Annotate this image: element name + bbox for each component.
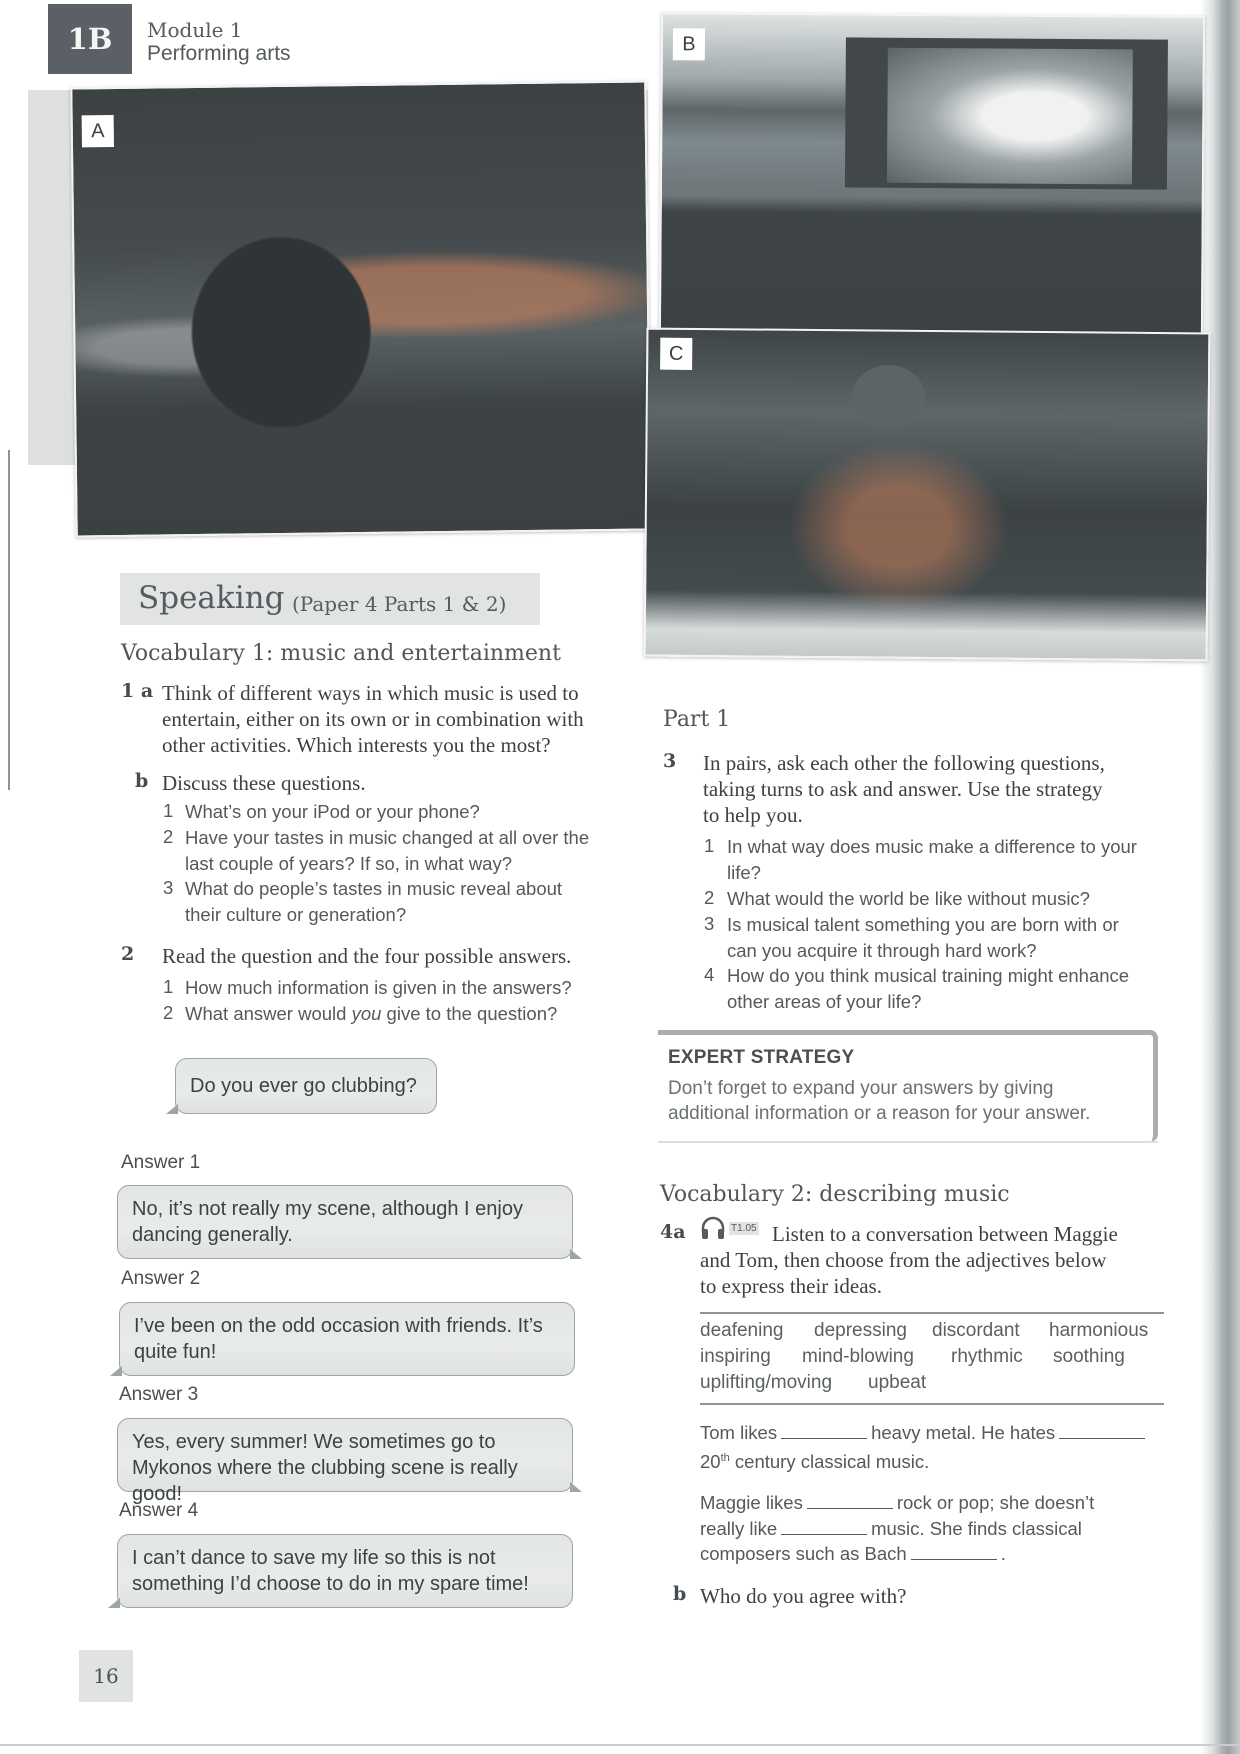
- question-line: their culture or generation?: [185, 903, 407, 925]
- gap-field[interactable]: [911, 1543, 997, 1560]
- ex3-number: 3: [663, 750, 677, 772]
- question-line: What do people’s tastes in music reveal about: [185, 878, 563, 899]
- question-line: last couple of years? If so, in what way?: [185, 852, 513, 874]
- question-number: 2: [704, 887, 715, 908]
- photo-label-a: A: [82, 115, 114, 147]
- photo-label-b: B: [673, 28, 705, 60]
- ex1b-letter: b: [135, 770, 149, 792]
- cinema-screen: [845, 37, 1168, 189]
- photo-a: [70, 80, 651, 537]
- screen-image: [887, 48, 1133, 185]
- ex4a-line-3: to express their ideas.: [700, 1274, 882, 1298]
- audio-track-number: T1.05: [731, 1222, 757, 1234]
- ex1a-text: [162, 680, 632, 758]
- ex1b-question-1: [185, 799, 480, 825]
- question-number: 1: [163, 976, 174, 997]
- word-rhythmic: rhythmic: [951, 1346, 1023, 1367]
- question-line: How do you think musical training might enhance: [727, 965, 1130, 986]
- question-line: other areas of your life?: [727, 990, 922, 1012]
- ex4a-number: 4a: [660, 1221, 686, 1243]
- maggie-line-2: [700, 1516, 1170, 1542]
- answer-4-label: Answer 4: [119, 1500, 199, 1521]
- question-line: can you acquire it through hard work?: [727, 939, 1037, 961]
- ex1a-line: other activities. Which interests you the most?: [162, 733, 551, 757]
- expert-strategy-divider: [658, 1141, 1158, 1143]
- module-title: Module 1: [147, 18, 243, 42]
- word-inspiring: inspiring: [700, 1346, 771, 1367]
- answer-1-bubble: [117, 1185, 573, 1259]
- text-run: 20: [700, 1450, 721, 1472]
- part1-question-4: [727, 963, 1129, 1014]
- word-harmonious: harmonious: [1049, 1320, 1149, 1341]
- text-run: Tom likes: [700, 1422, 778, 1443]
- expert-strategy-text: [668, 1076, 1090, 1126]
- strategy-line: additional information or a reason for your answer.: [668, 1103, 1091, 1124]
- answer-line: No, it’s not really my scene, although I enjoy: [132, 1198, 523, 1220]
- part1-heading: Part 1: [663, 707, 731, 732]
- question-line: Is musical talent something you are born with or: [727, 914, 1119, 935]
- part1-question-1: [727, 834, 1137, 885]
- question-line: Have your tastes in music changed at all over the: [185, 827, 590, 848]
- photo-b: [659, 12, 1205, 338]
- ex4b-letter: b: [673, 1583, 687, 1605]
- speaking-subtitle: (Paper 4 Parts 1 & 2): [292, 592, 507, 616]
- maggie-line-1: [700, 1490, 1170, 1516]
- ex1b-text: Discuss these questions.: [162, 771, 366, 795]
- question-number: 3: [704, 913, 715, 934]
- answer-line: I’ve been on the odd occasion with friends. It’s: [134, 1315, 543, 1337]
- ex1a-line: Think of different ways in which music is used to: [162, 681, 579, 705]
- text-run: Maggie likes: [700, 1492, 803, 1513]
- question-bubble: [175, 1058, 437, 1114]
- answer-line: Mykonos where the clubbing scene is really good!: [132, 1457, 518, 1505]
- gap-field[interactable]: [1059, 1422, 1145, 1439]
- vocab2-heading: Vocabulary 2: describing music: [660, 1182, 1010, 1207]
- text-run: music. She finds classical: [871, 1517, 1082, 1539]
- text-run: rock or pop; she doesn’t: [896, 1492, 1095, 1513]
- page-bottom-edge: [0, 1744, 1240, 1746]
- unit-badge: 1B: [48, 4, 132, 74]
- word-box-top-rule: [700, 1312, 1164, 1314]
- question-bubble-text: Do you ever go clubbing?: [190, 1075, 417, 1097]
- word-soothing: soothing: [1053, 1346, 1125, 1367]
- page-left-scan-mark: [8, 450, 10, 790]
- ex3-line: taking turns to ask and answer. Use the strategy: [703, 777, 1103, 801]
- superscript: th: [720, 1451, 730, 1464]
- ex1a-number: 1 a: [121, 680, 154, 702]
- text-run: What answer would: [185, 1003, 352, 1024]
- word-deafening: deafening: [700, 1320, 784, 1341]
- tom-line-1: [700, 1420, 1170, 1446]
- gap-field[interactable]: [781, 1422, 867, 1439]
- text-run: heavy metal. He hates: [871, 1422, 1056, 1443]
- photo-label-c: C: [660, 338, 692, 370]
- answer-line: Yes, every summer! We sometimes go to: [132, 1431, 496, 1453]
- ex1b-question-2: [185, 825, 589, 876]
- text-run: composers such as Bach: [700, 1543, 907, 1564]
- answer-2-label: Answer 2: [121, 1268, 201, 1289]
- answer-4-bubble: [117, 1534, 573, 1608]
- ex2-text: Read the question and the four possible answers.: [162, 944, 572, 968]
- part1-question-2: [727, 886, 1090, 912]
- ex4a-line-1: Listen to a conversation between Maggie: [772, 1222, 1118, 1246]
- ex3-line: to help you.: [703, 803, 803, 827]
- ex2-question-2: [185, 1001, 557, 1027]
- answer-1-label: Answer 1: [121, 1152, 201, 1173]
- text-run: really like: [700, 1517, 778, 1539]
- page-binding-shadow: [1200, 0, 1240, 1754]
- ex3-text: [703, 750, 1173, 828]
- word-uplifting-moving: uplifting/moving: [700, 1372, 833, 1393]
- answer-line: quite fun!: [134, 1341, 217, 1363]
- answer-3-bubble: [117, 1418, 573, 1505]
- gap-field[interactable]: [781, 1518, 867, 1535]
- question-number: 4: [704, 964, 715, 985]
- question-line: What would the world be like without music?: [727, 888, 1090, 909]
- speaking-title: Speaking: [138, 580, 285, 616]
- word-discordant: discordant: [932, 1320, 1020, 1341]
- word-mind-blowing: mind-blowing: [802, 1346, 914, 1367]
- module-subtitle: Performing arts: [147, 42, 291, 65]
- question-line: life?: [727, 861, 761, 883]
- text-run: century classical music.: [729, 1450, 930, 1472]
- ex4b-text: Who do you agree with?: [700, 1584, 907, 1608]
- ex4a-line-2: and Tom, then choose from the adjectives below: [700, 1248, 1107, 1272]
- question-number: 3: [163, 877, 174, 898]
- ex1b-question-3: [185, 876, 562, 927]
- ex2-question-1: How much information is given in the answers?: [185, 977, 572, 998]
- audio-track-badge[interactable]: [700, 1216, 772, 1240]
- ex3-line: In pairs, ask each other the following questions,: [703, 751, 1105, 775]
- answer-line: dancing generally.: [132, 1224, 293, 1246]
- emphasis-you: you: [351, 1003, 382, 1024]
- text-run: .: [1000, 1543, 1006, 1564]
- question-number: 2: [163, 826, 174, 847]
- word-box-bottom-rule: [700, 1403, 1164, 1405]
- tom-line-2: [700, 1446, 1170, 1475]
- answer-line: I can’t dance to save my life so this is not: [132, 1547, 496, 1569]
- question-number: 1: [704, 835, 715, 856]
- page-number: 16: [79, 1650, 133, 1702]
- gap-field[interactable]: [807, 1492, 893, 1509]
- answer-3-label: Answer 3: [119, 1384, 199, 1405]
- answer-line: something I’d choose to do in my spare time!: [132, 1573, 529, 1595]
- ex1a-line: entertain, either on its own or in combination with: [162, 707, 584, 731]
- vocab1-heading: Vocabulary 1: music and entertainment: [121, 641, 561, 666]
- strategy-line: Don’t forget to expand your answers by giving: [668, 1078, 1054, 1099]
- word-depressing: depressing: [814, 1320, 907, 1341]
- question-number: 1: [163, 800, 174, 821]
- question-line: In what way does music make a difference to your: [727, 836, 1137, 857]
- photo-c: [644, 328, 1211, 662]
- headphones-icon: [700, 1216, 726, 1240]
- maggie-line-3: [700, 1541, 1170, 1567]
- text-run: give to the question?: [381, 1003, 558, 1024]
- tom-sentence: [700, 1420, 1170, 1474]
- ex2-number: 2: [121, 943, 135, 965]
- answer-2-bubble: [119, 1302, 575, 1376]
- expert-strategy-title: EXPERT STRATEGY: [668, 1047, 855, 1068]
- word-upbeat: upbeat: [868, 1372, 927, 1393]
- part1-question-3: [727, 912, 1119, 963]
- question-line: What’s on your iPod or your phone?: [185, 801, 480, 822]
- maggie-sentence: [700, 1490, 1170, 1567]
- question-number: 2: [163, 1002, 174, 1023]
